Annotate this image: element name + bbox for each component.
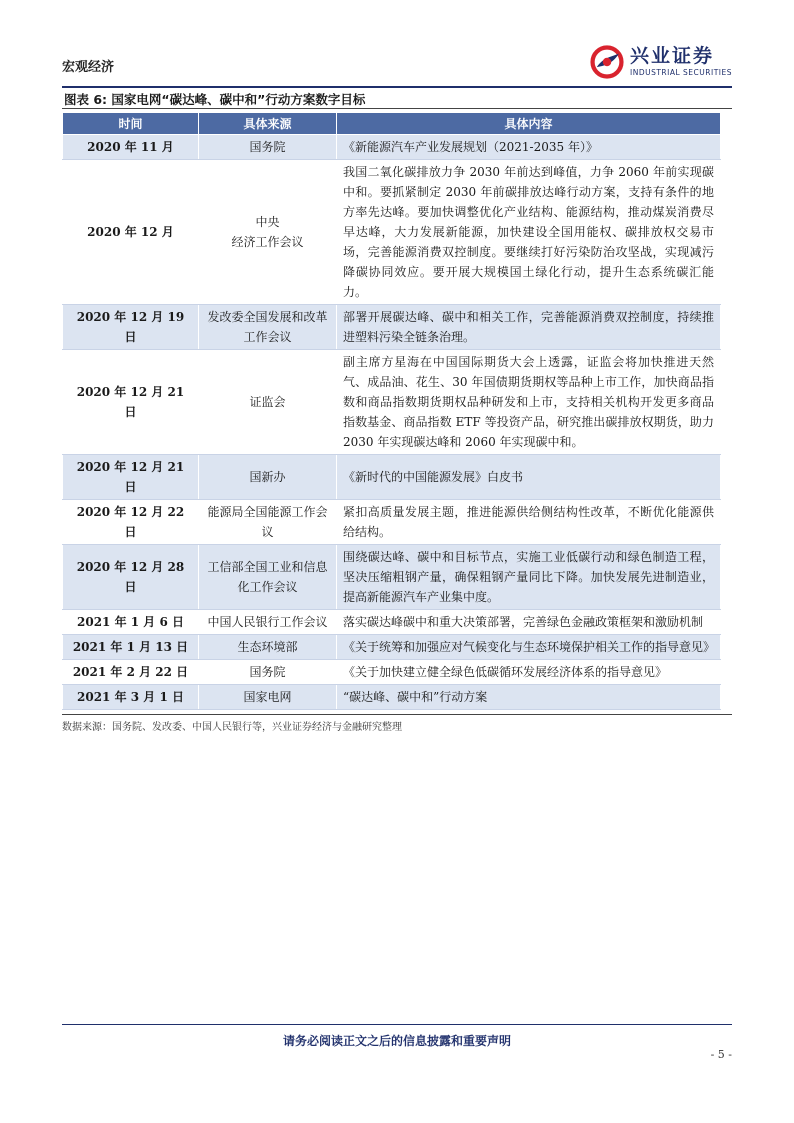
logo-en-text: INDUSTRIAL SECURITIES — [630, 68, 732, 78]
content-cell: 落实碳达峰碳中和重大决策部署，完善绿色金融政策框架和激励机制 — [337, 610, 721, 635]
date-cell: 2020 年 12 月 19 日 — [63, 305, 199, 350]
content-cell: 《关于加快建立健全绿色低碳循环发展经济体系的指导意见》 — [337, 660, 721, 685]
logo-mark-icon — [590, 45, 624, 79]
date-cell: 2021 年 2 月 22 日 — [63, 660, 199, 685]
section-title: 宏观经济 — [62, 60, 115, 75]
table-row — [63, 160, 721, 305]
content-cell: 《新时代的中国能源发展》白皮书 — [337, 455, 721, 500]
table-row — [63, 135, 721, 160]
date-cell: 2020 年 12 月 21 日 — [63, 455, 199, 500]
source-cell: 能源局全国能源工作会议 — [199, 500, 337, 545]
date-cell: 2021 年 3 月 1 日 — [63, 685, 199, 710]
date-cell: 2020 年 11 月 — [63, 135, 199, 160]
figure-caption: 图表 6: 国家电网“碳达峰、碳中和”行动方案数字目标 — [64, 92, 366, 107]
logo-cn-text: 兴业证券 — [630, 45, 715, 68]
table-bottom-rule — [62, 714, 732, 715]
page-number: - 5 - — [710, 1048, 732, 1061]
header-source: 具体来源 — [199, 113, 337, 135]
content-cell: 部署开展碳达峰、碳中和相关工作，完善能源消费双控制度，持续推进塑料污染全链条治理。 — [337, 305, 721, 350]
header-rule — [62, 86, 732, 88]
table-row — [63, 350, 721, 455]
source-cell: 生态环境部 — [199, 635, 337, 660]
date-cell: 2020 年 12 月 22 日 — [63, 500, 199, 545]
table-row — [63, 455, 721, 500]
date-cell: 2020 年 12 月 21 日 — [63, 350, 199, 455]
source-cell: 中国人民银行工作会议 — [199, 610, 337, 635]
date-cell: 2020 年 12 月 28 日 — [63, 545, 199, 610]
source-cell: 发改委全国发展和改革工作会议 — [199, 305, 337, 350]
policy-table — [62, 112, 721, 710]
table-header-row — [63, 113, 721, 135]
header-time: 时间 — [63, 113, 199, 135]
table-row — [63, 635, 721, 660]
table-row — [63, 685, 721, 710]
disclaimer-text: 请务必阅读正文之后的信息披露和重要声明 — [282, 1034, 511, 1048]
date-cell: 2021 年 1 月 13 日 — [63, 635, 199, 660]
content-cell: 围绕碳达峰、碳中和目标节点，实施工业低碳行动和绿色制造工程，坚决压缩粗钢产量，确保粗钢产量同比下降。加快发展先进制造业，提高新能源汽车产业集中度。 — [337, 545, 721, 610]
source-note: 数据来源：国务院、发改委、中国人民银行等，兴业证券经济与金融研究整理 — [62, 722, 402, 733]
source-cell: 中央 经济工作会议 — [199, 160, 337, 305]
table-body — [63, 135, 721, 710]
source-cell: 国务院 — [199, 660, 337, 685]
date-cell: 2020 年 12 月 — [63, 160, 199, 305]
date-cell: 2021 年 1 月 6 日 — [63, 610, 199, 635]
source-cell: 国务院 — [199, 135, 337, 160]
footer-rule — [62, 1024, 732, 1025]
table-row — [63, 305, 721, 350]
source-cell: 工信部全国工业和信息化工作会议 — [199, 545, 337, 610]
content-cell: 《关于统筹和加强应对气候变化与生态环境保护相关工作的指导意见》 — [337, 635, 721, 660]
table-row — [63, 660, 721, 685]
source-cell: 国新办 — [199, 455, 337, 500]
content-cell: 《新能源汽车产业发展规划（2021-2035 年）》 — [337, 135, 721, 160]
content-cell: 副主席方星海在中国国际期货大会上透露，证监会将加快推进天然气、成品油、花生、30 年国债期货期权等品种上市工作，加快商品指数和商品指数期货期权品种研发和上市，支持相关机构开发更多商品指数基金、商品指数 ETF 等投资产品，研究推出碳排放权期货，助力 2030 年实现碳达峰和 2060 年实现碳中和。 — [337, 350, 721, 455]
header-content: 具体内容 — [337, 113, 721, 135]
caption-rule — [62, 108, 732, 109]
content-cell: “碳达峰、碳中和”行动方案 — [337, 685, 721, 710]
content-cell: 我国二氧化碳排放力争 2030 年前达到峰值，力争 2060 年前实现碳中和。要抓紧制定 2030 年前碳排放达峰行动方案，支持有条件的地方率先达峰。要加快调整优化产业结构、能源结构，推动煤炭消费尽早达峰，大力发展新能源，加快建设全国用能权、碳排放权交易市场，完善能源消费双控制度。要继续打好污染防治攻坚战，实现减污降碳协同效应。要开展大规模国土绿化行动，提升生态系统碳汇能力。 — [337, 160, 721, 305]
source-cell: 证监会 — [199, 350, 337, 455]
content-cell: 紧扣高质量发展主题，推进能源供给侧结构性改革，不断优化能源供给结构。 — [337, 500, 721, 545]
source-cell: 国家电网 — [199, 685, 337, 710]
table-row — [63, 500, 721, 545]
table-row — [63, 610, 721, 635]
table-row — [63, 545, 721, 610]
company-logo — [590, 44, 732, 80]
